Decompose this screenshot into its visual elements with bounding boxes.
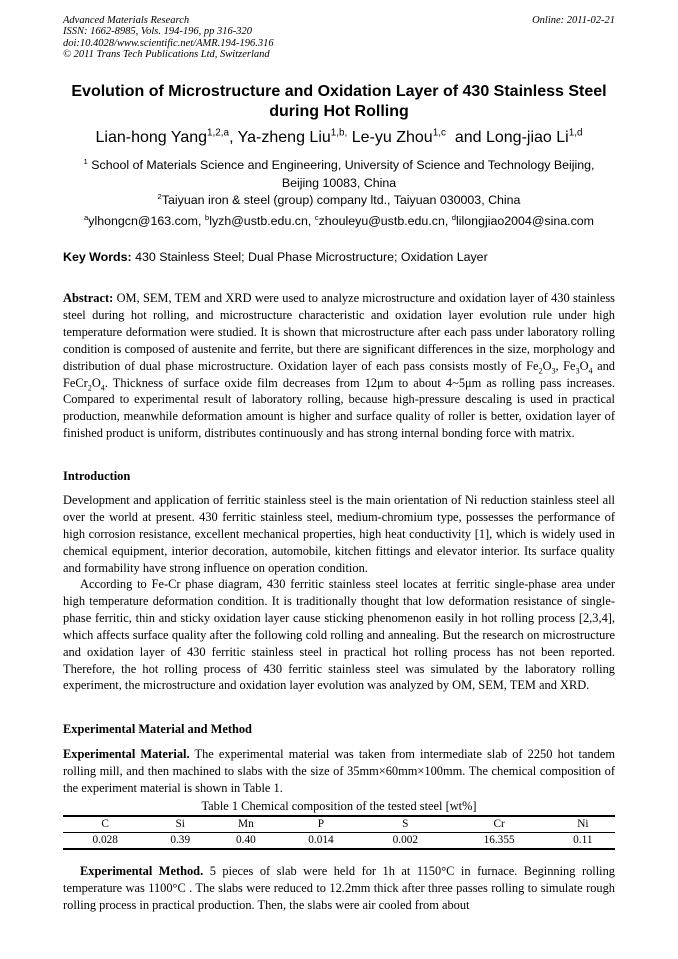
author-affiliation-marker: 1,2,a [207,127,230,139]
abstract-text: and FeCr [63,358,615,390]
paper-title [63,82,615,121]
table-1-chemical-composition [63,815,615,850]
experimental-heading: Experimental Material and Method [63,722,252,736]
table-header-cell: C [63,816,147,833]
affiliation-text: School of Materials Science and Engineering, University of Science and Technology Beijing, [91,158,595,172]
abstract-text: . Thickness of surface oxide film decreases from 12μm to about 4~5μm as rolling pass increases. Compared to experimental result of laboratory rolling, because high-pressure descaling is used in practical production, meanwhile deformation amount is higher and surface quality of roller is better, oxidation layer of finished product is uniform, distributes continuously and has strong internal bonding force with matrix. [63,375,615,441]
formula-text: O [91,375,101,390]
table-1-caption: Table 1 Chemical composition of the tested steel [wt%] [201,799,477,813]
table-cell: 0.39 [147,833,213,850]
experimental-material-text: The experimental material was taken from intermediate slab of 2250 hot tandem rolling mill, and then machined to slabs with the size of 35mm×60mm×100mm. The chemical composition of the experiment material is shown in Table 1. [63,747,616,795]
title-line-1: Evolution of Microstructure and Oxidation Layer of 430 Stainless Steel [71,83,607,100]
introduction-heading: Introduction [63,469,131,483]
author-affiliation-marker: 1,b, [330,127,348,139]
formula-subscript: 2 [87,383,92,392]
email-link[interactable]: lilongjiao2004@sina.com [456,214,594,228]
keywords-text: 430 Stainless Steel; Dual Phase Microstructure; Oxidation Layer [135,250,488,264]
table-cell: 0.40 [213,833,279,850]
email-link[interactable]: zhouleyu@ustb.edu.cn, [318,214,449,228]
author-conjunction: and [454,129,482,146]
formula-subscript: 3 [551,366,556,376]
introduction-paragraph-2: According to Fe-Cr phase diagram, 430 ferritic stainless steel locates at ferritic single-phase area under high temperature deformation condition. It is traditionally thought that low deformation resistance of single-phase ferritic, thin and sticky oxidation layer cause sticking phenomenon easily in hot rolling process [2,3,4], which affects surface quality after the following cold rolling and annealing. But the research on microstructure and oxidation layer of 430 ferritic stainless steel in practical hot rolling process has not been reported. Therefore, the hot rolling process of 430 ferritic stainless steel was simulated by the laboratory rolling experiment, the microstructure and oxidation layer evolution was analyzed by OM, SEM, TEM and XRD. [63,577,615,693]
introduction-paragraph-1: Development and application of ferritic stainless steel is the main orientation of Ni reduction stainless steel all over the world at present. 430 ferritic stainless steel, medium-chromium type, possesses the performance of high corrosion resistance, excellent mechanical properties, high heat conductivity [1], which is widely used in chemical equipment, interior decoration, automobile, kitchen fittings and elevator interior. Its surface quality and formability have strong influence on operation condition. [63,493,615,575]
affiliation-marker: 1 [83,156,88,166]
formula-text: O [579,358,589,373]
table-header-row [63,816,615,833]
keywords-label: Key Words: [63,250,132,264]
table-cell: 0.014 [279,833,363,850]
table-header-cell: Mn [213,816,279,833]
formula-subscript: 4 [100,383,105,392]
doi-line: doi:10.4028/www.scientific.net/AMR.194-196.316 [63,37,274,49]
abstract-label: Abstract: [63,291,114,305]
author-affiliation-marker: 1,c [432,127,446,139]
affiliation-marker: 2 [157,191,162,201]
author-name: Long-jiao Li [485,129,569,146]
keywords [63,249,615,266]
journal-name: Advanced Materials Research [63,15,190,26]
formula-text: O [542,358,552,373]
table-row [63,833,615,850]
online-date: Online: 2011-02-21 [532,15,615,26]
formula-subscript: 2 [538,366,543,376]
experimental-method-text: 5 pieces of slab were held for 1h at 1150°C in furnace. Beginning rolling temperature was 1100°C . The slabs were reduced to 12.2mm thick after three passes rolling to simulate rough rolling process in practical production. Then, the slabs were air cooled from about [63,864,615,912]
email-marker: d [451,212,457,222]
author-list: Lian-hong Yang$^{1,2,a}$, Ya-zheng Liu$^{1,b,}$ Le-yu Zhou$^{1,c}$ and Long-jiao Li$^{1,d}$ [95,127,583,146]
table-header-cell: Si [147,816,213,833]
table-header-cell: P [279,816,363,833]
author-affiliation-marker: 1,d [568,127,583,139]
email-link[interactable]: lyzh@ustb.edu.cn, [209,214,312,228]
experimental-method-paragraph [63,863,615,914]
experimental-material-label: Experimental Material. [63,747,190,761]
table-cell: 16.355 [448,833,551,850]
email-marker: a [84,212,89,222]
author-name: Ya-zheng Liu [237,129,331,146]
table-cell: 0.028 [63,833,147,850]
copyright-line: © 2011 Trans Tech Publications Ltd, Switzerland [63,48,270,60]
abstract-text: , Fe [555,358,576,373]
formula-subscript: 4 [588,366,593,376]
experimental-method-label: Experimental Method. [80,864,204,878]
table-header-cell: S [363,816,447,833]
experimental-material-paragraph [63,746,615,797]
author-emails [63,213,615,231]
affiliation-2 [63,192,615,210]
email-link[interactable]: ylhongcn@163.com, [88,214,202,228]
author-name: Lian-hong Yang [95,129,208,146]
table-header-cell: Ni [551,816,615,833]
title-line-2: during Hot Rolling [269,102,409,120]
table-cell: 0.002 [363,833,447,850]
affiliation-text: Taiyuan iron & steel (group) company ltd., Taiyuan 030003, China [161,193,521,207]
formula-subscript: 3 [575,366,580,376]
table-header-cell: Cr [448,816,551,833]
abstract [63,290,615,442]
affiliation-1 [63,157,615,192]
email-marker: c [314,212,319,222]
issn-line: ISSN: 1662-8985, Vols. 194-196, pp 316-320 [63,26,252,38]
journal-header [63,15,615,60]
email-marker: b [204,212,210,222]
table-cell: 0.11 [551,833,615,850]
abstract-text: OM, SEM, TEM and XRD were used to analyze microstructure and oxidation layer of 430 stainless steel during hot rolling, and microstructure characteristic and oxidation layer evolution rule under high temperature deformation were studied. It is shown that microstructure after each pass under laboratory rolling condition is composed of austenite and ferrite, but there are significant differences in the size, morphology and distribution of dual phase microstructure. Oxidation layer of each pass consists mostly of Fe [63,291,615,373]
author-name: Le-yu Zhou [351,129,433,146]
affiliation-text: Beijing 10083, China [281,175,397,190]
